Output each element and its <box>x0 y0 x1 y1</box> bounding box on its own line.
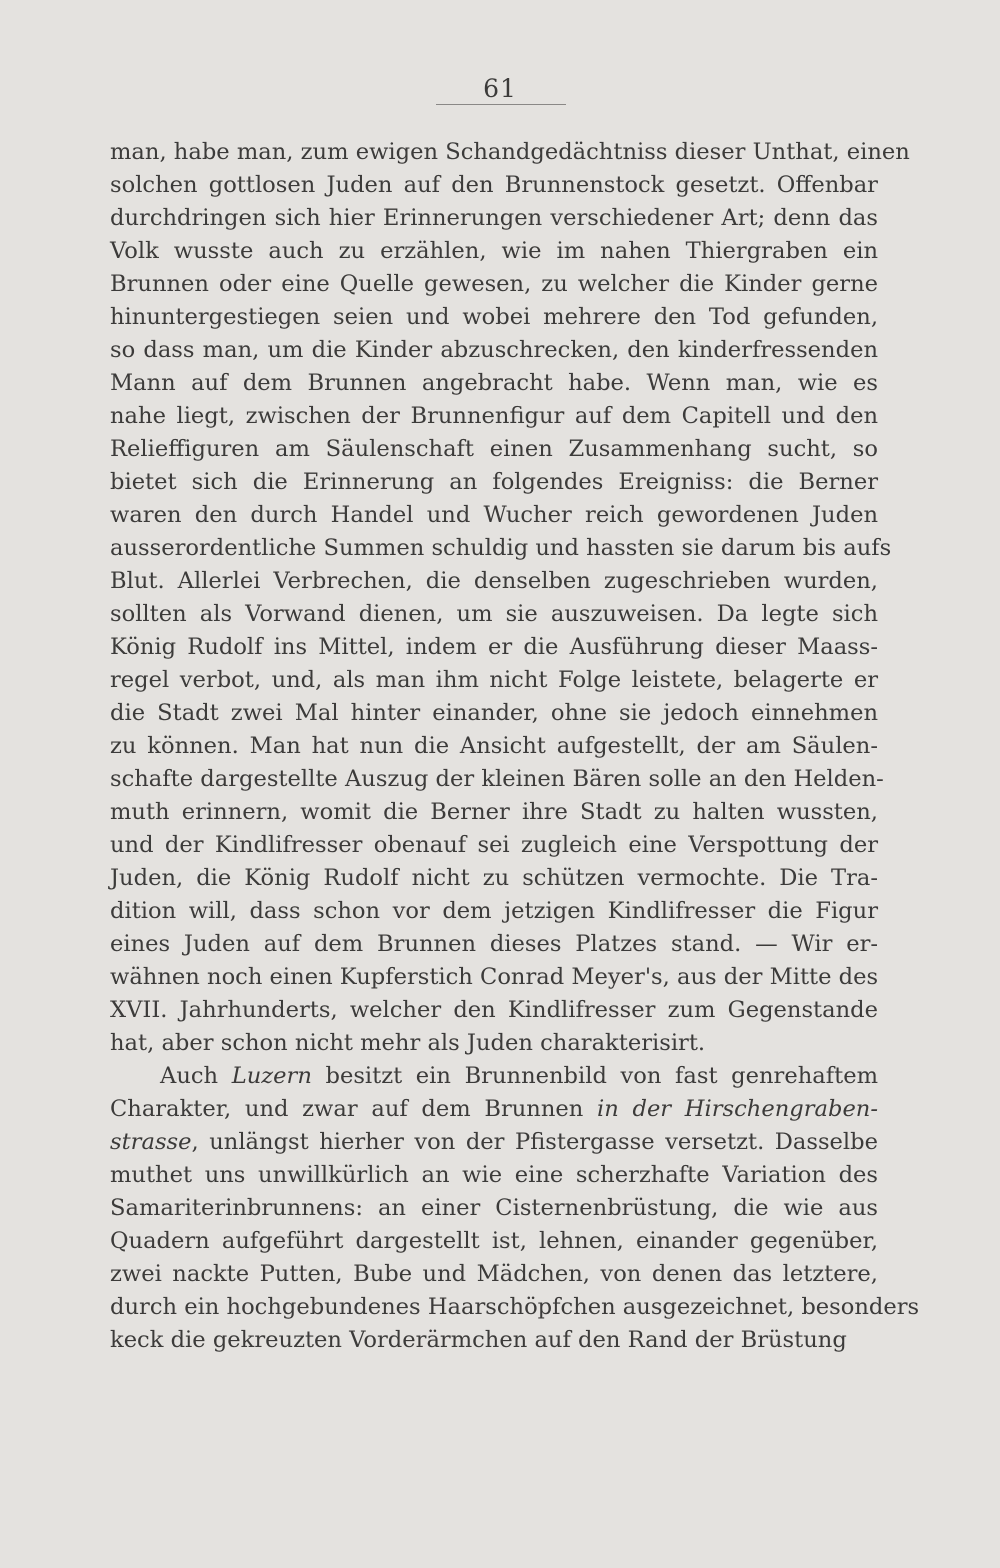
line-text: wähnen noch einen Kupferstich Conrad Meyer's, aus der Mitte des <box>110 964 879 990</box>
text-line <box>110 994 878 1027</box>
text-line <box>110 169 878 202</box>
line-text: so dass man, um die Kinder abzuschrecken, den kinderfressenden <box>110 337 878 363</box>
text-line <box>110 532 892 565</box>
line-text: schafte dargestellte Auszug der kleinen Bären solle an den Helden- <box>110 766 884 792</box>
text-line <box>110 796 878 829</box>
text-line <box>110 433 878 466</box>
line-text: die Stadt zwei Mal hinter einander, ohne sie jedoch einnehmen <box>110 700 878 726</box>
line-text: sollten als Vorwand dienen, um sie auszuweisen. Da legte sich <box>110 601 878 627</box>
text-line <box>110 664 878 697</box>
text-line <box>110 1159 878 1192</box>
italic-text: strasse <box>110 1129 192 1155</box>
italic-text: Luzern <box>231 1063 312 1089</box>
line-text: Juden, die König Rudolf nicht zu schützen vermochte. Die Tra- <box>110 865 878 891</box>
line-text: Blut. Allerlei Verbrechen, die denselben zugeschrieben wurden, <box>110 568 878 594</box>
text-line <box>110 1060 878 1093</box>
line-text: Auch <box>160 1063 232 1089</box>
text-line <box>110 1324 878 1357</box>
line-text: man, habe man, zum ewigen Schandgedächtniss dieser Unthat, einen <box>110 139 910 165</box>
line-text: , unlängst hierher von der Pfistergasse versetzt. Dasselbe <box>191 1129 878 1155</box>
text-line <box>110 1126 878 1159</box>
text-line <box>110 1291 920 1324</box>
text-line <box>110 1258 878 1291</box>
text-line <box>110 961 878 994</box>
line-text: Charakter, und zwar auf dem Brunnen <box>110 1096 598 1122</box>
text-line <box>110 1192 878 1225</box>
paragraph <box>110 1060 920 1357</box>
header-rule <box>436 104 566 105</box>
line-text: Quadern aufgeführt dargestellt ist, lehnen, einander gegenüber, <box>110 1228 878 1254</box>
page-number: 61 <box>483 74 517 103</box>
text-line <box>110 598 878 631</box>
text-line <box>110 235 878 268</box>
line-text: eines Juden auf dem Brunnen dieses Platzes stand. — Wir er- <box>110 931 878 957</box>
line-text: XVII. Jahrhunderts, welcher den Kindlifresser zum Gegenstande <box>110 997 878 1023</box>
italic-text: in der Hirschengraben- <box>597 1096 878 1122</box>
text-line <box>110 631 878 664</box>
line-text: Samariterinbrunnens: an einer Cisternenbrüstung, die wie aus <box>110 1195 878 1221</box>
line-text: regel verbot, und, als man ihm nicht Folge leistete, belagerte er <box>110 667 878 693</box>
line-text: nahe liegt, zwischen der Brunnenfigur auf dem Capitell und den <box>110 403 878 429</box>
text-line <box>110 1027 878 1060</box>
line-text: König Rudolf ins Mittel, indem er die Ausführung dieser Maass- <box>110 634 878 660</box>
line-text: waren den durch Handel und Wucher reich gewordenen Juden <box>110 502 878 528</box>
text-line <box>110 400 878 433</box>
body-text <box>110 136 920 1357</box>
text-line <box>110 565 878 598</box>
text-line <box>110 1093 878 1126</box>
text-line <box>110 895 878 928</box>
line-text: bietet sich die Erinnerung an folgendes Ereigniss: die Berner <box>110 469 878 495</box>
text-line <box>110 697 878 730</box>
text-line <box>110 136 910 169</box>
line-text: besitzt ein Brunnenbild von fast genrehaftem <box>311 1063 878 1089</box>
line-text: keck die gekreuzten Vorderärmchen auf den Rand der Brüstung <box>110 1327 847 1353</box>
line-text: Brunnen oder eine Quelle gewesen, zu welcher die Kinder gerne <box>110 271 878 297</box>
text-line <box>110 1225 878 1258</box>
text-line <box>110 268 878 301</box>
text-line <box>110 499 878 532</box>
line-text: zu können. Man hat nun die Ansicht aufgestellt, der am Säulen- <box>110 733 878 759</box>
line-text: dition will, dass schon vor dem jetzigen Kindlifresser die Figur <box>110 898 878 924</box>
text-line <box>110 829 878 862</box>
line-text: Volk wusste auch zu erzählen, wie im nahen Thiergraben ein <box>110 238 878 264</box>
line-text: Mann auf dem Brunnen angebracht habe. Wenn man, wie es <box>110 370 878 396</box>
text-line <box>110 730 878 763</box>
line-text: muth erinnern, womit die Berner ihre Stadt zu halten wussten, <box>110 799 878 825</box>
line-text: und der Kindlifresser obenauf sei zugleich eine Verspottung der <box>110 832 878 858</box>
line-text: hinuntergestiegen seien und wobei mehrere den Tod gefunden, <box>110 304 878 330</box>
line-text: Relieffiguren am Säulenschaft einen Zusammenhang sucht, so <box>110 436 878 462</box>
text-line <box>110 928 878 961</box>
line-text: solchen gottlosen Juden auf den Brunnenstock gesetzt. Offenbar <box>110 172 878 198</box>
text-line <box>110 466 878 499</box>
text-line <box>110 367 878 400</box>
line-text: hat, aber schon nicht mehr als Juden charakterisirt. <box>110 1030 706 1056</box>
text-line <box>110 763 884 796</box>
text-line <box>110 202 878 235</box>
line-text: muthet uns unwillkürlich an wie eine scherzhafte Variation des <box>110 1162 878 1188</box>
paragraph <box>110 136 910 1060</box>
line-text: ausserordentliche Summen schuldig und hassten sie darum bis aufs <box>110 535 892 561</box>
text-line <box>110 862 878 895</box>
text-line <box>110 334 878 367</box>
line-text: durch ein hochgebundenes Haarschöpfchen ausgezeichnet, besonders <box>110 1294 920 1320</box>
line-text: durchdringen sich hier Erinnerungen verschiedener Art; denn das <box>110 205 878 231</box>
line-text: zwei nackte Putten, Bube und Mädchen, von denen das letztere, <box>110 1261 878 1287</box>
text-line <box>110 301 878 334</box>
